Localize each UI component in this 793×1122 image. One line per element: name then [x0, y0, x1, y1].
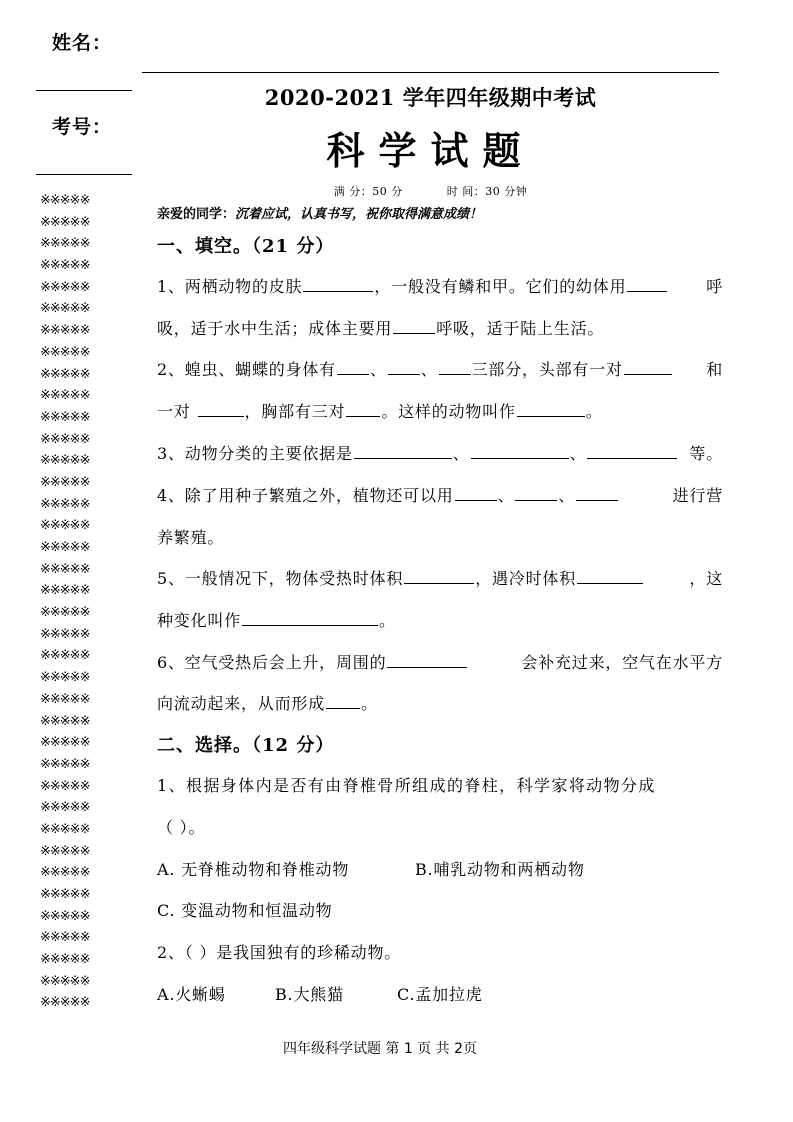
answer-blank[interactable] [515, 485, 557, 501]
choice-question-2-options [157, 982, 723, 1005]
seal-line-row: ※※※※※ [40, 973, 90, 989]
section-choice-title: 二、选择。（12 分） [157, 735, 335, 756]
binding-margin [0, 0, 140, 1122]
option-a[interactable]: A.火蜥蜴 [157, 985, 226, 1004]
seal-line-row: ※※※※※ [40, 366, 90, 382]
seal-line-row: ※※※※※ [40, 778, 90, 794]
subject-title: 科学试题 [326, 128, 535, 173]
answer-blank[interactable] [387, 652, 467, 668]
answer-blank[interactable] [587, 443, 677, 459]
page-footer: 四年级科学试题 第 1 页 共 2页 [282, 1041, 478, 1057]
answer-blank[interactable] [439, 359, 471, 375]
answer-blank[interactable] [198, 401, 244, 417]
seal-line-row: ※※※※※ [40, 800, 90, 816]
name-underline [36, 90, 132, 91]
question-5-line-2: 种变化叫作 。 [157, 611, 396, 630]
option-a[interactable]: A. 无脊椎动物和脊椎动物 [157, 860, 350, 879]
answer-blank[interactable] [354, 443, 452, 459]
choice-question-1-options [157, 857, 723, 880]
option-b[interactable]: B.大熊猫 [275, 985, 344, 1004]
option-b[interactable]: B.哺乳动物和两栖动物 [415, 860, 585, 879]
seal-line-row: ※※※※※ [40, 301, 90, 317]
name-label: 姓名： [52, 32, 113, 54]
seal-line-row: ※※※※※ [40, 453, 90, 469]
seal-line-row: ※※※※※ [40, 821, 90, 837]
option-c[interactable]: C.孟加拉虎 [397, 985, 483, 1004]
answer-blank[interactable] [577, 568, 643, 584]
seal-line-row: ※※※※※ [40, 756, 90, 772]
answer-blank[interactable] [393, 318, 435, 334]
seal-line-row: ※※※※※ [40, 561, 90, 577]
answer-blank[interactable] [404, 568, 474, 584]
seal-line-row: ※※※※※ [40, 214, 90, 230]
seal-line-row: ※※※※※ [40, 236, 90, 252]
full-score: 满 分：50 分 [333, 185, 403, 198]
seal-line-row: ※※※※※ [40, 193, 90, 208]
answer-blank[interactable] [388, 359, 420, 375]
question-1-line-1: 1、两栖动物的皮肤 ，一般没有鳞和甲。它们的幼体用 呼 [157, 277, 723, 296]
greeting-motto: 沉着应试，认真书写，祝你取得满意成绩！ [235, 207, 483, 222]
answer-blank[interactable] [303, 276, 373, 292]
exam-title: 2020-2021 学年四年级期中考试 [264, 85, 597, 110]
seal-line-row: ※※※※※ [40, 518, 90, 534]
choice-question-2: 2、（ ）是我国独有的珍稀动物。 [157, 943, 402, 962]
seal-line-row: ※※※※※ [40, 388, 90, 404]
seal-line-row: ※※※※※ [40, 496, 90, 512]
answer-blank[interactable] [627, 276, 667, 292]
seal-line-row: ※※※※※ [40, 670, 90, 686]
seal-line-row: ※※※※※ [40, 865, 90, 881]
answer-blank[interactable] [517, 401, 585, 417]
question-6-line-1: 6、空气受热后会上升，周围的 会补充过来，空气在水平方 [157, 653, 723, 672]
seal-line-row: ※※※※※ [40, 431, 90, 447]
seal-line-row: ※※※※※ [40, 344, 90, 360]
seal-line-row: ※※※※※ [40, 691, 90, 707]
choice-question-1-answer-bracket[interactable]: （ ）。 [157, 818, 206, 837]
answer-blank[interactable] [337, 359, 369, 375]
seal-line-row: ※※※※※ [40, 735, 90, 751]
question-3: 3、动物分类的主要依据是 、 、 等。 [157, 444, 723, 463]
seal-line-row: ※※※※※ [40, 279, 90, 295]
seal-line-row: ※※※※※ [40, 713, 90, 729]
seal-line-row: ※※※※※ [40, 843, 90, 859]
seal-line-row: ※※※※※ [40, 409, 90, 425]
answer-blank[interactable] [242, 610, 378, 626]
question-2-line-2: 一对 ，胸部有三对 。这样的动物叫作 。 [157, 402, 603, 421]
answer-blank[interactable] [471, 443, 569, 459]
choice-question-1: 1、根据身体内是否有由脊椎骨所组成的脊柱，科学家将动物分成 [157, 776, 656, 795]
exam-number-underline [36, 174, 132, 175]
answer-blank[interactable] [624, 359, 672, 375]
answer-blank[interactable] [326, 693, 360, 709]
seal-line-row: ※※※※※ [40, 583, 90, 599]
seal-line-row: ※※※※※ [40, 995, 90, 1011]
seal-line-row: ※※※※※ [40, 952, 90, 968]
answer-blank[interactable] [455, 485, 497, 501]
seal-line-row: ※※※※※ [40, 648, 90, 664]
seal-line-row: ※※※※※ [40, 605, 90, 621]
seal-line-row: ※※※※※ [40, 323, 90, 339]
answer-blank[interactable] [346, 401, 380, 417]
question-5-line-1: 5、一般情况下，物体受热时体积 ，遇冷时体积 ，这 [157, 569, 723, 588]
question-2-line-1: 2、蝗虫、蝴蝶的身体有 、 、 三部分，头部有一对 和 [157, 360, 723, 379]
exam-meta [142, 183, 719, 199]
seal-line-row: ※※※※※ [40, 626, 90, 642]
seal-line-row: ※※※※※ [40, 258, 90, 274]
seal-line-row: ※※※※※ [40, 540, 90, 555]
seal-line-row: ※※※※※ [40, 908, 90, 924]
seal-line-row: ※※※※※ [40, 474, 90, 490]
question-6-line-2: 向流动起来，从而形成 。 [157, 694, 378, 713]
option-c[interactable]: C. 变温动物和恒温动物 [157, 901, 333, 920]
question-4-line-2: 养繁殖。 [157, 528, 225, 547]
section-fill-blank-title: 一、填空。（21 分） [157, 236, 335, 257]
seal-line-row: ※※※※※ [40, 930, 90, 946]
exam-time: 时 间：30 分钟 [446, 185, 528, 198]
seal-line-pattern [40, 190, 135, 1014]
greeting [157, 203, 482, 222]
exam-number-label: 考号： [52, 116, 113, 138]
seal-line-row: ※※※※※ [40, 887, 90, 902]
header-rule [142, 72, 719, 73]
question-4-line-1: 4、除了用种子繁殖之外，植物还可以用 、 、 进行营 [157, 486, 723, 505]
greeting-salutation: 亲爱的同学： [157, 207, 236, 222]
question-1-line-2: 吸，适于水中生活；成体主要用 呼吸，适于陆上生活。 [157, 319, 605, 338]
answer-blank[interactable] [576, 485, 618, 501]
